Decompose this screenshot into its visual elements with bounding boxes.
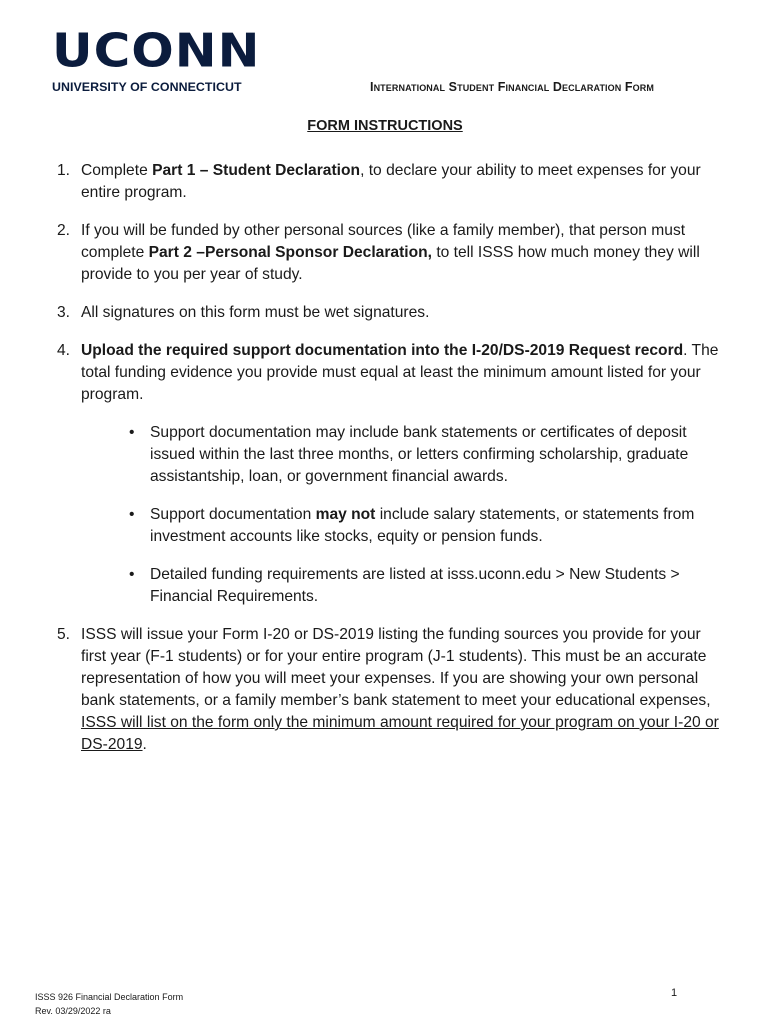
instruction-step-2 [57,220,727,286]
step-number: 2. [57,222,71,239]
step-text: . The total funding evidence you provide must equal at least the minimum amount listed for your program. [81,342,719,403]
bullet-item [127,564,727,608]
instruction-step-4 [57,340,727,608]
step-text: All signatures on this form must be wet signatures. [81,304,430,321]
step-underlined-text: ISSS will list on the form only the minimum amount required for your program on your I-20 or DS-2019 [81,714,719,753]
instructions-heading: FORM INSTRUCTIONS [307,118,463,134]
footer-form-name: ISSS 926 Financial Declaration Form [35,992,184,1002]
logo-university-name: UNIVERSITY OF CONNECTICUT [52,80,242,94]
bullet-text: include salary statements, or statements from investment accounts like stocks, equity or pension funds. [150,506,695,545]
instruction-step-3 [57,302,727,324]
uconn-logo [52,24,262,94]
step-number: 5. [57,626,71,643]
step-text: Complete [81,162,153,179]
documentation-bullet-list [81,422,727,608]
bullet-item [127,504,727,548]
step-emphasis: Part 2 –Personal Sponsor Declaration, [148,244,432,261]
bullet-icon: • [129,506,135,523]
step-text: If you will be funded by other personal sources (like a family member), that person must complete [81,222,686,261]
step-number: 3. [57,304,71,321]
footer-form-info [35,990,183,1018]
step-emphasis: Part 1 – Student Declaration [152,162,361,179]
bullet-text: Support documentation [150,506,316,523]
instruction-step-5 [57,624,727,756]
instructions-body [57,160,727,772]
logo-wordmark: UCONN [52,24,261,78]
footer-revision: Rev. 03/29/2022 ra [35,1006,111,1016]
bullet-text: Support documentation may include bank statements or certificates of deposit issued within the last three months, or letters confirming scholarship, graduate assistantship, loan, or government financial awards. [150,424,689,485]
instruction-list [57,160,727,756]
bullet-icon: • [129,424,135,441]
step-number: 4. [57,342,71,359]
page-number: 1 [671,987,678,999]
bullet-item [127,422,727,488]
step-text: to tell ISSS how much money they will provide to you per year of study. [81,244,700,283]
step-emphasis: Upload the required support documentation into the I-20/DS-2019 Request record [81,342,684,359]
step-number: 1. [57,162,71,179]
bullet-emphasis: may not [315,506,376,523]
step-text: . [142,736,147,753]
form-title: International Student Financial Declaration Form [370,80,654,94]
bullet-text: Detailed funding requirements are listed at isss.uconn.edu > New Students > Financial Requirements. [150,566,680,605]
step-text: ISSS will issue your Form I-20 or DS-2019 listing the funding sources you provide for your first year (F-1 students) or for your entire program (J-1 students). This must be an accurate representation of how you will meet your expenses. If you are showing your own personal bank statements, or a family member’s bank statement to meet your educational expenses, [81,626,711,709]
instruction-step-1 [57,160,727,204]
bullet-icon: • [129,566,135,583]
step-text: , to declare your ability to meet expenses for your entire program. [81,162,701,201]
